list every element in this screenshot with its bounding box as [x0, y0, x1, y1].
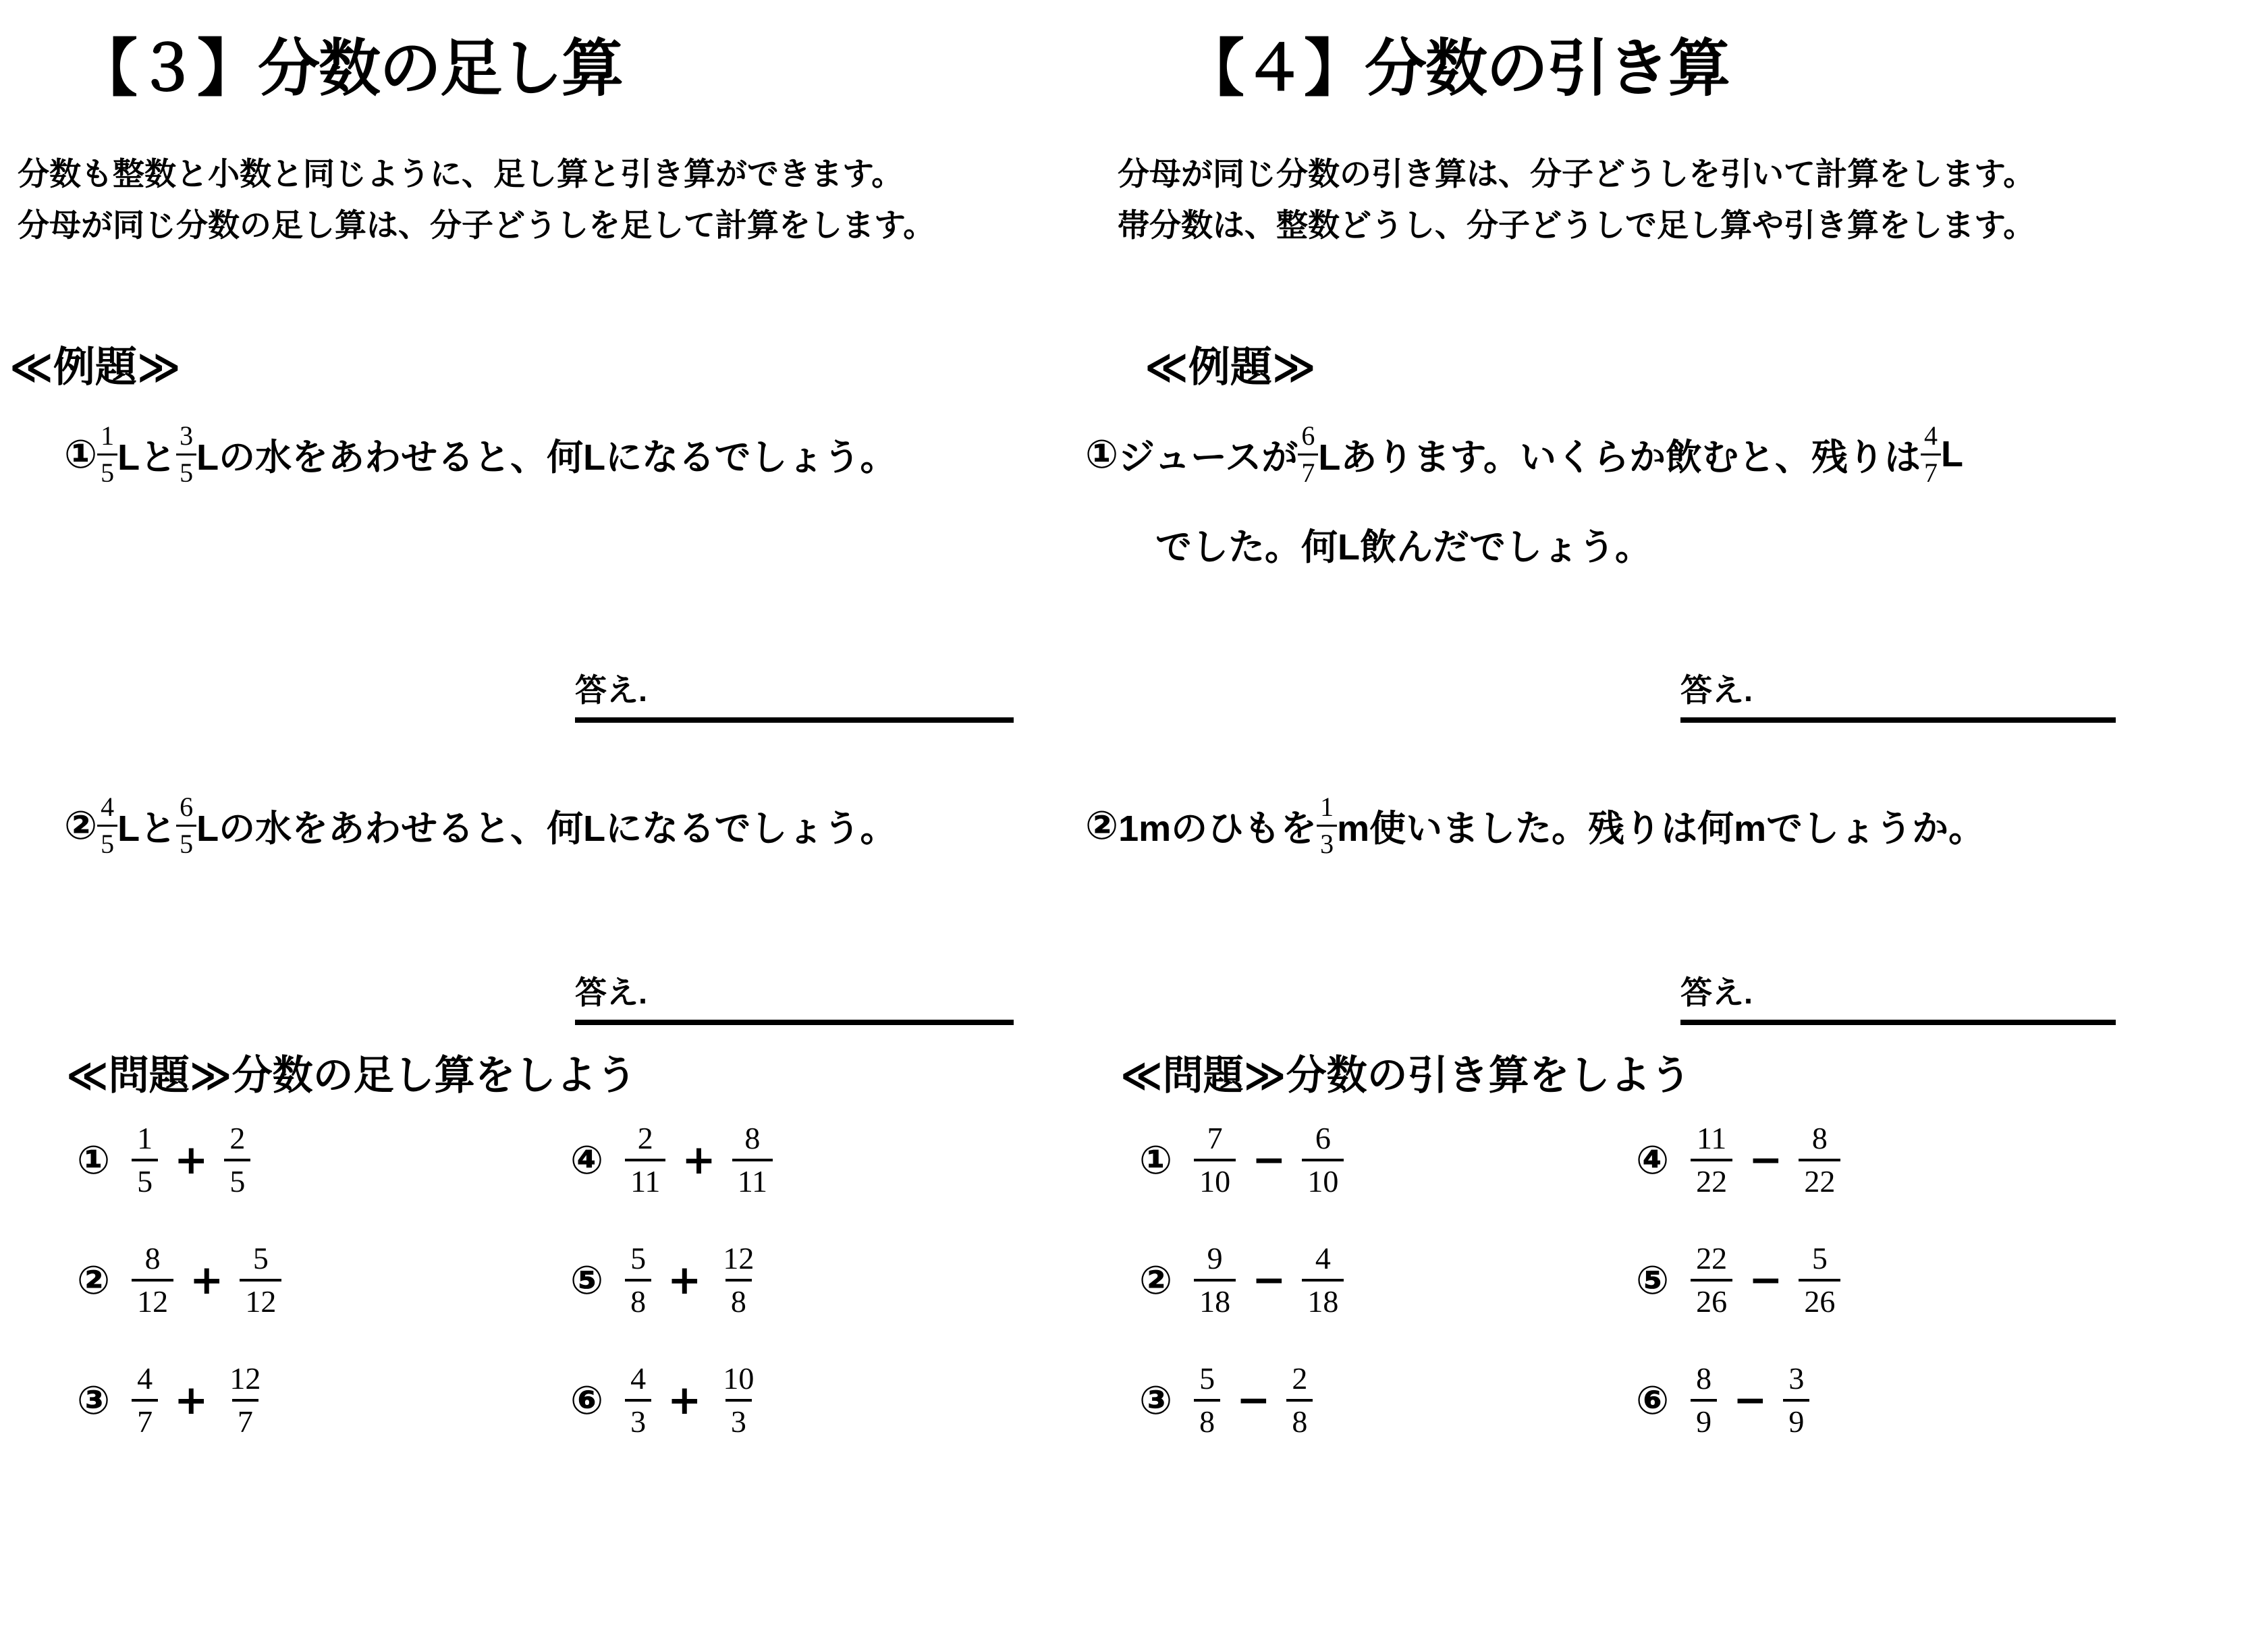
minus-operator: −	[1252, 1136, 1286, 1184]
example-text: Lと	[117, 437, 177, 478]
example-text: Lの水をあわせると、何Lになるでしょう。	[196, 808, 897, 849]
fraction	[224, 1123, 250, 1197]
problem-number: ③	[1139, 1377, 1173, 1423]
example-text: ジュースが	[1118, 437, 1298, 478]
minus-operator: −	[1252, 1257, 1286, 1304]
fraction-numerator: 6	[1315, 1121, 1331, 1155]
problem-number: ④	[1636, 1137, 1670, 1183]
fraction	[1194, 1243, 1236, 1317]
plus-operator: +	[174, 1377, 209, 1424]
example-item-2	[64, 768, 897, 883]
problem-number: ⑥	[570, 1377, 604, 1423]
fraction-denominator: 9	[1691, 1399, 1717, 1437]
fraction-denominator: 8	[625, 1279, 651, 1317]
problems-header: ≪問題≫分数の足し算をしよう	[66, 1053, 637, 1098]
plus-operator: +	[190, 1257, 224, 1304]
fraction	[132, 1363, 158, 1437]
example-item-2	[1085, 768, 1985, 883]
fraction-numerator: 5	[630, 1241, 647, 1275]
fraction	[625, 1243, 651, 1317]
problem-number: ⑤	[1636, 1257, 1670, 1303]
fraction-numerator: 1	[1320, 791, 1334, 822]
problem-number: ①	[1139, 1137, 1173, 1183]
plus-operator: +	[682, 1136, 716, 1184]
problem-item	[77, 1123, 570, 1197]
example-item-1	[64, 397, 897, 512]
section-subtraction	[1080, 0, 2246, 1652]
fraction-numerator: 6	[1301, 420, 1315, 451]
minus-operator: −	[1749, 1136, 1783, 1184]
fraction-numerator: 6	[180, 791, 194, 822]
fraction-denominator: 12	[132, 1279, 173, 1317]
answer-line	[575, 665, 1014, 723]
fraction-numerator: 8	[1696, 1361, 1712, 1396]
fraction-numerator: 11	[1696, 1121, 1727, 1155]
minus-operator: −	[1236, 1377, 1271, 1424]
fraction-numerator: 4	[1924, 420, 1938, 451]
fraction-denominator: 3	[1317, 825, 1337, 858]
fraction-numerator: 5	[252, 1241, 269, 1275]
fraction-numerator: 4	[101, 791, 115, 822]
fraction-denominator: 12	[240, 1279, 281, 1317]
example-text: Lの水をあわせると、何Lになるでしょう。	[196, 437, 897, 478]
fraction-denominator: 7	[132, 1399, 158, 1437]
fraction-denominator: 5	[176, 453, 196, 487]
example-item-1	[1085, 397, 1963, 512]
intro-line: 分母が同じ分数の足し算は、分子どうしを足して計算をします。	[18, 207, 935, 243]
fraction-numerator: 3	[1788, 1361, 1805, 1396]
fraction-denominator: 7	[232, 1399, 258, 1437]
fraction-numerator: 4	[137, 1361, 153, 1396]
fraction-denominator: 5	[176, 825, 196, 858]
fraction	[97, 422, 117, 487]
problem-item	[77, 1243, 570, 1317]
fraction	[176, 791, 196, 859]
problem-item	[1636, 1123, 1840, 1197]
fraction-numerator: 1	[137, 1121, 153, 1155]
fraction-numerator: 12	[229, 1361, 261, 1396]
fraction-denominator: 3	[625, 1399, 651, 1437]
intro-text	[1118, 148, 2035, 251]
intro-line: 帯分数は、整数どうし、分子どうしで足し算や引き算をします。	[1118, 207, 2035, 243]
fraction	[224, 1363, 266, 1437]
fraction	[132, 1243, 173, 1317]
fraction	[1799, 1123, 1840, 1197]
fraction-numerator: 4	[630, 1361, 647, 1396]
intro-text	[18, 148, 935, 251]
section-title: 【４】分数の引き算	[1182, 34, 1730, 103]
fraction-numerator: 4	[1315, 1241, 1331, 1275]
circled-number: ①	[1085, 431, 1119, 477]
fraction-denominator: 7	[1921, 453, 1941, 487]
fraction-numerator: 12	[723, 1241, 755, 1275]
fraction-denominator: 22	[1691, 1159, 1732, 1197]
fraction	[1799, 1243, 1840, 1317]
answer-line	[1680, 968, 2116, 1025]
example-text: 1mのひもを	[1118, 808, 1317, 849]
fraction	[1317, 791, 1337, 859]
fraction-denominator: 26	[1691, 1279, 1732, 1317]
fraction	[717, 1243, 759, 1317]
fraction-denominator: 8	[725, 1279, 752, 1317]
plus-operator: +	[667, 1257, 702, 1304]
fraction-denominator: 18	[1194, 1279, 1236, 1317]
fraction-denominator: 5	[97, 825, 117, 858]
fraction-numerator: 3	[180, 420, 194, 451]
example-text: m使いました。残りは何mでしょうか。	[1337, 808, 1985, 849]
answer-label: 答え.	[575, 672, 648, 708]
problem-number: ①	[77, 1137, 111, 1183]
fraction-numerator: 2	[637, 1121, 653, 1155]
example-text: Lあります。いくらか飲むと、残りは	[1318, 437, 1921, 478]
answer-label: 答え.	[575, 974, 648, 1010]
example-header: ≪例題≫	[9, 344, 181, 391]
fraction-denominator: 10	[1302, 1159, 1344, 1197]
problem-item	[570, 1123, 773, 1197]
section-addition	[0, 0, 1080, 1652]
fraction-numerator: 10	[723, 1361, 755, 1396]
minus-operator: −	[1749, 1257, 1783, 1304]
problem-item	[1636, 1243, 1840, 1317]
fraction-denominator: 26	[1799, 1279, 1840, 1317]
fraction-denominator: 7	[1298, 453, 1318, 487]
fraction-numerator: 8	[144, 1241, 161, 1275]
problem-number: ⑤	[570, 1257, 604, 1303]
problem-number: ④	[570, 1137, 604, 1183]
problem-item	[1139, 1123, 1636, 1197]
fraction	[1783, 1363, 1809, 1437]
fraction	[717, 1363, 759, 1437]
fraction-denominator: 11	[732, 1159, 773, 1197]
section-title: 【３】分数の足し算	[76, 34, 623, 103]
problems-grid	[1080, 1100, 1840, 1460]
fraction-numerator: 9	[1207, 1241, 1223, 1275]
answer-label: 答え.	[1680, 974, 1753, 1010]
problem-number: ③	[77, 1377, 111, 1423]
minus-operator: −	[1733, 1377, 1768, 1424]
fraction	[1298, 422, 1318, 487]
fraction-denominator: 11	[625, 1159, 665, 1197]
fraction	[176, 422, 196, 487]
fraction-denominator: 3	[725, 1399, 752, 1437]
fraction-denominator: 18	[1302, 1279, 1344, 1317]
fraction-denominator: 10	[1194, 1159, 1236, 1197]
fraction-numerator: 8	[1811, 1121, 1828, 1155]
fraction	[1194, 1123, 1236, 1197]
problem-number: ②	[77, 1257, 111, 1303]
intro-line: 分母が同じ分数の引き算は、分子どうしを引いて計算をします。	[1118, 156, 2035, 192]
fraction	[1302, 1243, 1344, 1317]
example-header: ≪例題≫	[1145, 344, 1316, 391]
fraction-numerator: 22	[1696, 1241, 1728, 1275]
fraction	[1286, 1363, 1313, 1437]
problem-item	[1636, 1363, 1840, 1437]
fraction	[240, 1243, 281, 1317]
fraction	[97, 791, 117, 859]
plus-operator: +	[174, 1136, 209, 1184]
fraction	[1194, 1363, 1220, 1437]
fraction-numerator: 5	[1811, 1241, 1828, 1275]
fraction	[132, 1123, 158, 1197]
fraction-numerator: 1	[101, 420, 115, 451]
answer-line	[575, 968, 1014, 1025]
problem-number: ⑥	[1636, 1377, 1670, 1423]
example-text: Lと	[117, 808, 177, 849]
answer-line	[1680, 665, 2116, 723]
fraction	[625, 1123, 665, 1197]
fraction-denominator: 5	[224, 1159, 250, 1197]
fraction-denominator: 8	[1286, 1399, 1313, 1437]
plus-operator: +	[667, 1377, 702, 1424]
circled-number: ②	[64, 802, 98, 848]
fraction-numerator: 8	[744, 1121, 761, 1155]
circled-number: ②	[1085, 802, 1119, 848]
fraction	[1921, 422, 1941, 487]
problem-item	[1139, 1363, 1636, 1437]
fraction-denominator: 5	[132, 1159, 158, 1197]
fraction-numerator: 7	[1207, 1121, 1223, 1155]
problem-item	[77, 1363, 570, 1437]
fraction-denominator: 22	[1799, 1159, 1840, 1197]
problem-item	[570, 1243, 773, 1317]
circled-number: ①	[64, 431, 98, 477]
fraction-numerator: 5	[1199, 1361, 1215, 1396]
problem-item	[570, 1363, 773, 1437]
problems-grid	[0, 1100, 773, 1460]
problem-item	[1139, 1243, 1636, 1317]
fraction	[1302, 1123, 1344, 1197]
fraction	[1691, 1123, 1732, 1197]
fraction-denominator: 9	[1783, 1399, 1809, 1437]
fraction	[625, 1363, 651, 1437]
problem-number: ②	[1139, 1257, 1173, 1303]
fraction-numerator: 2	[1292, 1361, 1308, 1396]
fraction	[1691, 1363, 1717, 1437]
fraction-denominator: 5	[97, 453, 117, 487]
fraction-denominator: 8	[1194, 1399, 1220, 1437]
intro-line: 分数も整数と小数と同じように、足し算と引き算ができます。	[18, 156, 904, 192]
fraction	[1691, 1243, 1732, 1317]
fraction-numerator: 2	[229, 1121, 246, 1155]
example-text-line2: でした。何L飲んだでしょう。	[1155, 527, 1651, 568]
problems-header: ≪問題≫分数の引き算をしよう	[1120, 1053, 1691, 1098]
answer-label: 答え.	[1680, 672, 1753, 708]
example-text: L	[1941, 434, 1964, 474]
fraction	[732, 1123, 773, 1197]
